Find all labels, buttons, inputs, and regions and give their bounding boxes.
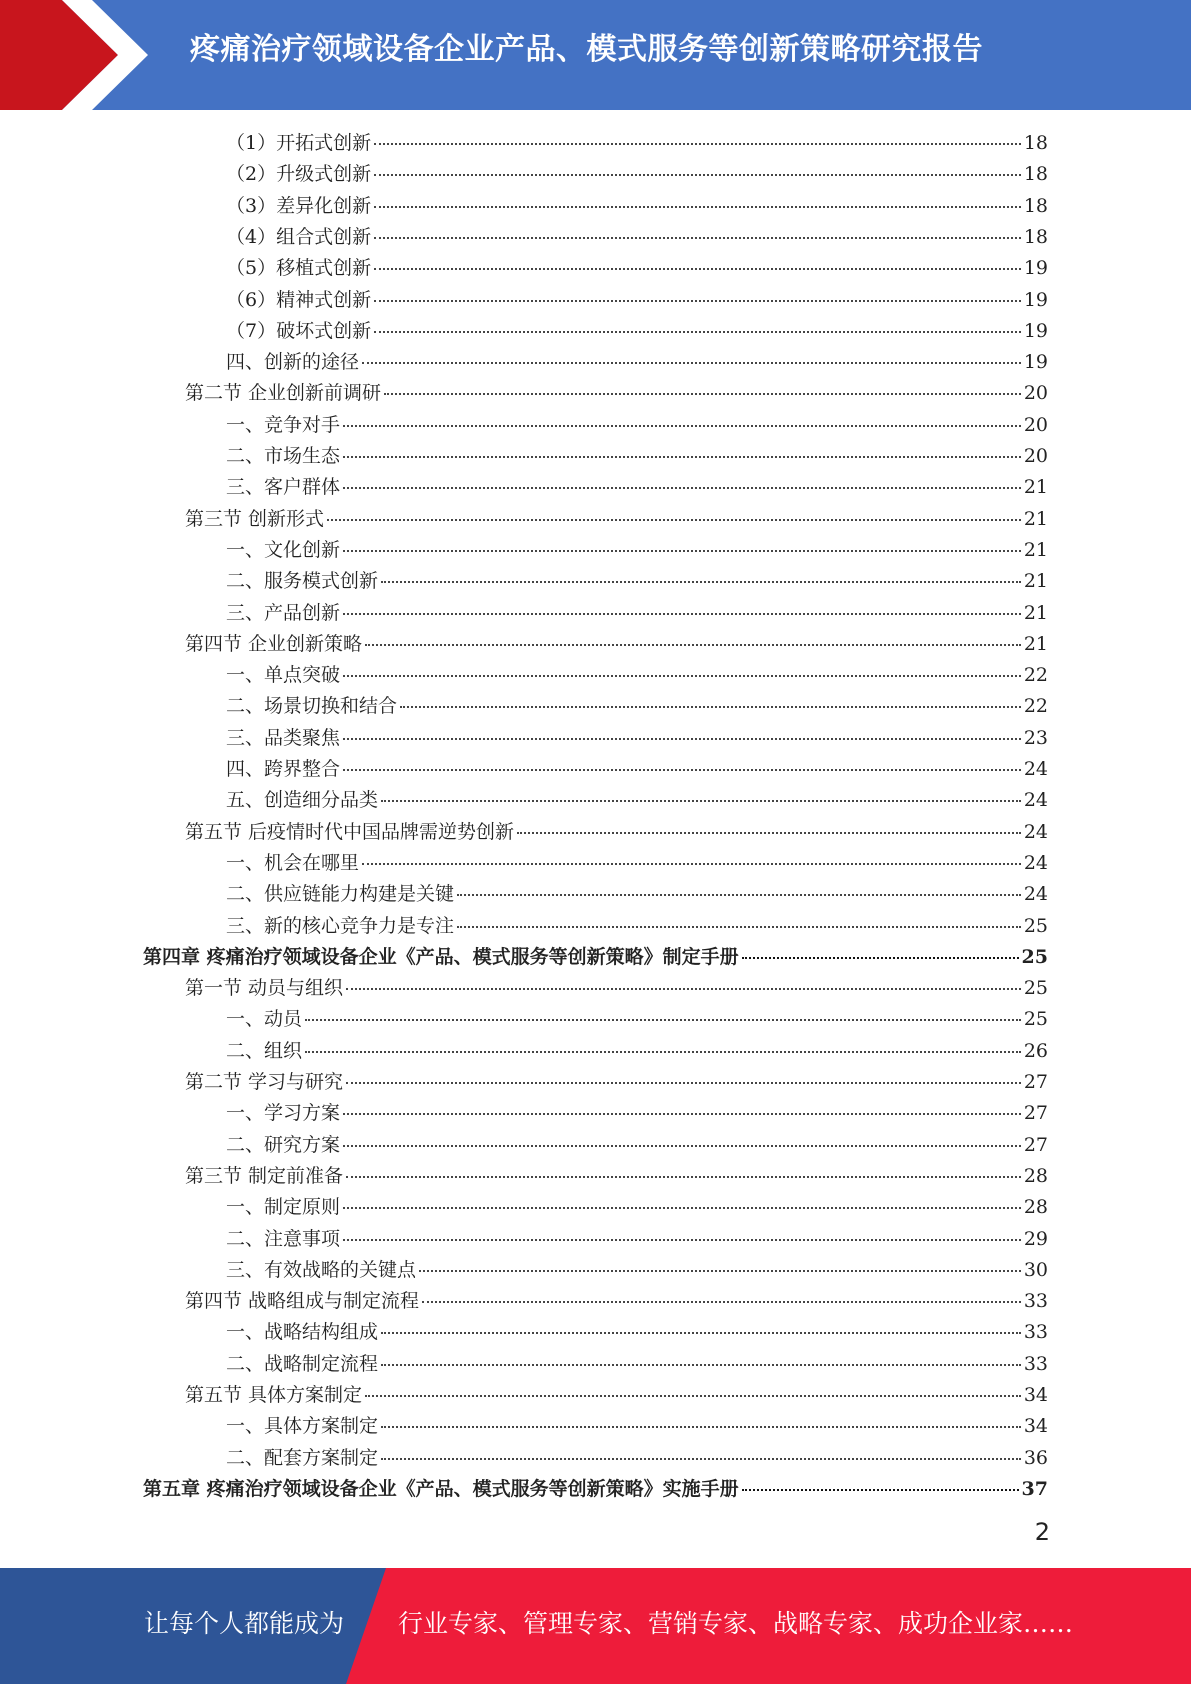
toc-leader-dots [374, 331, 1021, 333]
toc-entry-page: 21 [1023, 538, 1048, 561]
toc-entry-page: 27 [1023, 1071, 1048, 1093]
toc-entry-label: 四、跨界整合 [226, 758, 341, 780]
toc-item-entry[interactable] [226, 347, 1048, 378]
toc-leader-dots [457, 926, 1021, 928]
toc-entry-label: 二、组织 [226, 1039, 303, 1062]
toc-leader-dots [346, 1082, 1021, 1084]
page-number: 2 [1034, 1518, 1050, 1546]
toc-leader-dots [343, 675, 1021, 677]
toc-leader-dots [742, 1489, 1019, 1491]
toc-entry-label: （4）组合式创新 [226, 225, 372, 248]
toc-entry-label: 三、产品创新 [226, 601, 341, 624]
footer-slogan-right: 行业专家、管理专家、营销专家、战略专家、成功企业家…… [398, 1609, 1074, 1638]
toc-leader-dots [374, 268, 1021, 270]
toc-item-entry[interactable] [226, 1098, 1048, 1129]
toc-entry-label: 一、动员 [226, 1008, 303, 1031]
toc-entry-label: 三、客户群体 [226, 476, 341, 499]
toc-entry-page: 21 [1023, 507, 1048, 530]
toc-entry-page: 28 [1023, 1196, 1048, 1219]
toc-entry-page: 18 [1023, 132, 1048, 154]
report-title: 疼痛治疗领域设备企业产品、模式服务等创新策略研究报告 [190, 32, 983, 67]
toc-entry-page: 30 [1023, 1258, 1048, 1281]
toc-leader-dots [457, 894, 1021, 896]
toc-entry-label: 第五章 疼痛治疗领域设备企业《产品、模式服务等创新策略》实施手册 [143, 1477, 739, 1500]
toc-entry-page: 21 [1023, 601, 1048, 624]
toc-entry-label: 第五节 具体方案制定 [185, 1384, 363, 1406]
toc-leader-dots [381, 1364, 1021, 1366]
toc-item-entry[interactable] [226, 566, 1048, 597]
toc-entry-label: 二、服务模式创新 [226, 570, 379, 593]
toc-entry-page: 25 [1023, 977, 1048, 1000]
toc-entry-label: 第四节 战略组成与制定流程 [185, 1290, 420, 1313]
toc-leader-dots [362, 863, 1021, 865]
toc-item-entry[interactable] [226, 598, 1048, 629]
toc-entry-page: 21 [1023, 570, 1048, 593]
toc-leader-dots [343, 1145, 1021, 1147]
toc-entry-page: 18 [1023, 225, 1048, 248]
toc-leader-dots [381, 581, 1021, 583]
toc-item-entry[interactable] [226, 723, 1048, 754]
toc-leader-dots [381, 1458, 1021, 1460]
toc-leader-dots [374, 300, 1021, 302]
toc-entry-page: 33 [1023, 1321, 1048, 1344]
toc-entry-label: 第三节 创新形式 [185, 507, 325, 530]
toc-section-entry[interactable] [185, 378, 1048, 409]
toc-item-entry[interactable] [226, 1443, 1048, 1474]
toc-entry-label: 二、市场生态 [226, 445, 341, 467]
toc-entry-page: 20 [1023, 445, 1048, 467]
toc-leader-dots [346, 1176, 1021, 1178]
toc-entry-page: 19 [1023, 257, 1048, 280]
toc-entry-page: 20 [1023, 413, 1048, 436]
toc-entry-page: 25 [1023, 1008, 1048, 1031]
toc-leader-dots [400, 706, 1021, 708]
page-footer [0, 1568, 1191, 1684]
toc-entry-label: 一、学习方案 [226, 1102, 341, 1125]
toc-entry-label: 三、有效战略的关键点 [226, 1258, 417, 1281]
page-header [0, 0, 1191, 110]
toc-entry-page: 19 [1023, 288, 1048, 311]
toc-entry-page: 21 [1023, 476, 1048, 499]
toc-entry-label: 第三节 制定前准备 [185, 1164, 344, 1187]
toc-entry-page: 24 [1023, 820, 1048, 843]
toc-item-entry[interactable] [226, 1004, 1048, 1035]
toc-section-entry[interactable] [185, 1286, 1048, 1317]
toc-entry-label: 一、机会在哪里 [226, 851, 360, 874]
toc-leader-dots [419, 1270, 1021, 1272]
toc-item-entry[interactable] [226, 472, 1048, 503]
toc-entry-label: 一、单点突破 [226, 664, 341, 687]
toc-item-entry[interactable] [226, 441, 1048, 472]
footer-slogan-left: 让每个人都能成为 [144, 1609, 345, 1638]
toc-item-entry[interactable] [226, 253, 1048, 284]
toc-item-entry[interactable] [226, 911, 1048, 942]
toc-entry-page: 28 [1023, 1164, 1048, 1187]
toc-entry-label: （7）破坏式创新 [226, 319, 372, 342]
toc-item-entry[interactable] [226, 1255, 1048, 1286]
toc-entry-page: 34 [1023, 1415, 1048, 1438]
toc-entry-label: 一、战略结构组成 [226, 1321, 379, 1344]
toc-leader-dots [422, 1301, 1021, 1303]
toc-item-entry[interactable] [226, 159, 1048, 190]
toc-entry-page: 19 [1023, 319, 1048, 342]
toc-entry-page: 24 [1023, 758, 1048, 780]
toc-leader-dots [343, 613, 1021, 615]
toc-item-entry[interactable] [226, 754, 1048, 785]
toc-entry-label: 二、研究方案 [226, 1133, 341, 1156]
toc-entry-label: 二、场景切换和结合 [226, 695, 398, 718]
toc-entry-label: 一、具体方案制定 [226, 1415, 379, 1438]
toc-item-entry[interactable] [226, 1411, 1048, 1442]
toc-item-entry[interactable] [226, 1036, 1048, 1067]
toc-leader-dots [343, 738, 1021, 740]
toc-leader-dots [343, 1239, 1021, 1241]
toc-entry-label: （5）移植式创新 [226, 257, 372, 280]
toc-entry-label: 一、文化创新 [226, 538, 341, 561]
toc-item-entry[interactable] [226, 785, 1048, 816]
toc-entry-page: 37 [1021, 1477, 1048, 1500]
toc-leader-dots [343, 550, 1021, 552]
toc-item-entry[interactable] [226, 316, 1048, 347]
toc-leader-dots [365, 1395, 1021, 1397]
toc-leader-dots [343, 769, 1021, 771]
toc-entry-page: 19 [1023, 351, 1048, 374]
toc-entry-page: 26 [1023, 1039, 1048, 1062]
toc-entry-page: 21 [1023, 632, 1048, 655]
toc-entry-page: 27 [1023, 1102, 1048, 1125]
toc-entry-page: 23 [1023, 726, 1048, 749]
toc-item-entry[interactable] [226, 222, 1048, 253]
toc-leader-dots [374, 237, 1021, 239]
toc-entry-page: 24 [1023, 851, 1048, 874]
toc-entry-label: （3）差异化创新 [226, 194, 372, 217]
toc-leader-dots [384, 393, 1021, 395]
toc-item-entry[interactable] [226, 1130, 1048, 1161]
toc-entry-label: 第二节 企业创新前调研 [185, 382, 382, 405]
toc-section-entry[interactable] [185, 504, 1048, 535]
toc-section-entry[interactable] [185, 817, 1048, 848]
toc-leader-dots [374, 206, 1021, 208]
toc-leader-dots [305, 1019, 1021, 1021]
toc-leader-dots [343, 456, 1021, 458]
toc-entry-label: 二、供应链能力构建是关键 [226, 883, 455, 906]
toc-leader-dots [346, 988, 1021, 990]
toc-leader-dots [381, 1332, 1021, 1334]
toc-entry-label: 三、新的核心竞争力是专注 [226, 914, 455, 937]
toc-leader-dots [381, 1426, 1021, 1428]
toc-entry-page: 27 [1023, 1133, 1048, 1156]
toc-item-entry[interactable] [226, 879, 1048, 910]
toc-leader-dots [517, 832, 1021, 834]
toc-entry-label: 二、配套方案制定 [226, 1446, 379, 1469]
toc-leader-dots [381, 800, 1021, 802]
toc-item-entry[interactable] [226, 691, 1048, 722]
toc-entry-page: 33 [1023, 1352, 1048, 1375]
toc-section-entry[interactable] [185, 1161, 1048, 1192]
toc-entry-label: 第二节 学习与研究 [185, 1071, 344, 1093]
toc-entry-page: 18 [1023, 194, 1048, 217]
toc-leader-dots [365, 644, 1021, 646]
toc-entry-label: （6）精神式创新 [226, 288, 372, 311]
toc-leader-dots [343, 1207, 1021, 1209]
toc-item-entry[interactable] [226, 1317, 1048, 1348]
toc-chapter-entry[interactable] [143, 942, 1048, 973]
toc-item-entry[interactable] [226, 848, 1048, 879]
toc-item-entry[interactable] [226, 1224, 1048, 1255]
toc-entry-page: 22 [1023, 664, 1048, 687]
toc-item-entry[interactable] [226, 191, 1048, 222]
toc-leader-dots [343, 1113, 1021, 1115]
toc-entry-label: 第一节 动员与组织 [185, 977, 344, 1000]
toc-item-entry[interactable] [226, 128, 1048, 159]
toc-chapter-entry[interactable] [143, 1474, 1048, 1505]
toc-entry-label: 三、品类聚焦 [226, 726, 341, 749]
toc-entry-label: 二、战略制定流程 [226, 1352, 379, 1375]
toc-section-entry[interactable] [185, 629, 1048, 660]
toc-entry-label: 五、创造细分品类 [226, 789, 379, 812]
toc-entry-label: 第五节 后疫情时代中国品牌需逆势创新 [185, 820, 515, 843]
toc-entry-label: 一、竞争对手 [226, 413, 341, 436]
toc-entry-label: 二、注意事项 [226, 1227, 341, 1250]
toc-section-entry[interactable] [185, 1380, 1048, 1411]
toc-leader-dots [374, 174, 1021, 176]
toc-entry-label: （2）升级式创新 [226, 163, 372, 186]
toc-entry-page: 25 [1023, 914, 1048, 937]
toc-entry-page: 18 [1023, 163, 1048, 186]
toc-entry-page: 24 [1023, 883, 1048, 906]
toc-item-entry[interactable] [226, 660, 1048, 691]
toc-entry-label: 四、创新的途径 [226, 351, 360, 374]
toc-entry-page: 29 [1023, 1227, 1048, 1250]
toc-section-entry[interactable] [185, 973, 1048, 1004]
toc-item-entry[interactable] [226, 1192, 1048, 1223]
toc-leader-dots [305, 1051, 1021, 1053]
toc-entry-page: 25 [1021, 945, 1048, 968]
toc-leader-dots [343, 425, 1021, 427]
toc-entry-page: 33 [1023, 1290, 1048, 1313]
toc-entry-page: 36 [1023, 1446, 1048, 1469]
toc-entry-page: 24 [1023, 789, 1048, 812]
toc-item-entry[interactable] [226, 410, 1048, 441]
toc-leader-dots [343, 487, 1021, 489]
toc-section-entry[interactable] [185, 1067, 1048, 1098]
toc-leader-dots [374, 143, 1021, 145]
toc-entry-page: 34 [1023, 1384, 1048, 1406]
toc-entry-label: 第四章 疼痛治疗领域设备企业《产品、模式服务等创新策略》制定手册 [143, 945, 739, 968]
toc-leader-dots [742, 957, 1019, 959]
toc-item-entry[interactable] [226, 535, 1048, 566]
toc-leader-dots [362, 362, 1021, 364]
toc-leader-dots [327, 519, 1021, 521]
toc-entry-label: （1）开拓式创新 [226, 132, 372, 154]
toc-entry-page: 22 [1023, 695, 1048, 718]
toc-item-entry[interactable] [226, 1349, 1048, 1380]
toc-item-entry[interactable] [226, 285, 1048, 316]
toc-entry-page: 20 [1023, 382, 1048, 405]
toc-entry-label: 一、制定原则 [226, 1196, 341, 1219]
toc-entry-label: 第四节 企业创新策略 [185, 632, 363, 655]
